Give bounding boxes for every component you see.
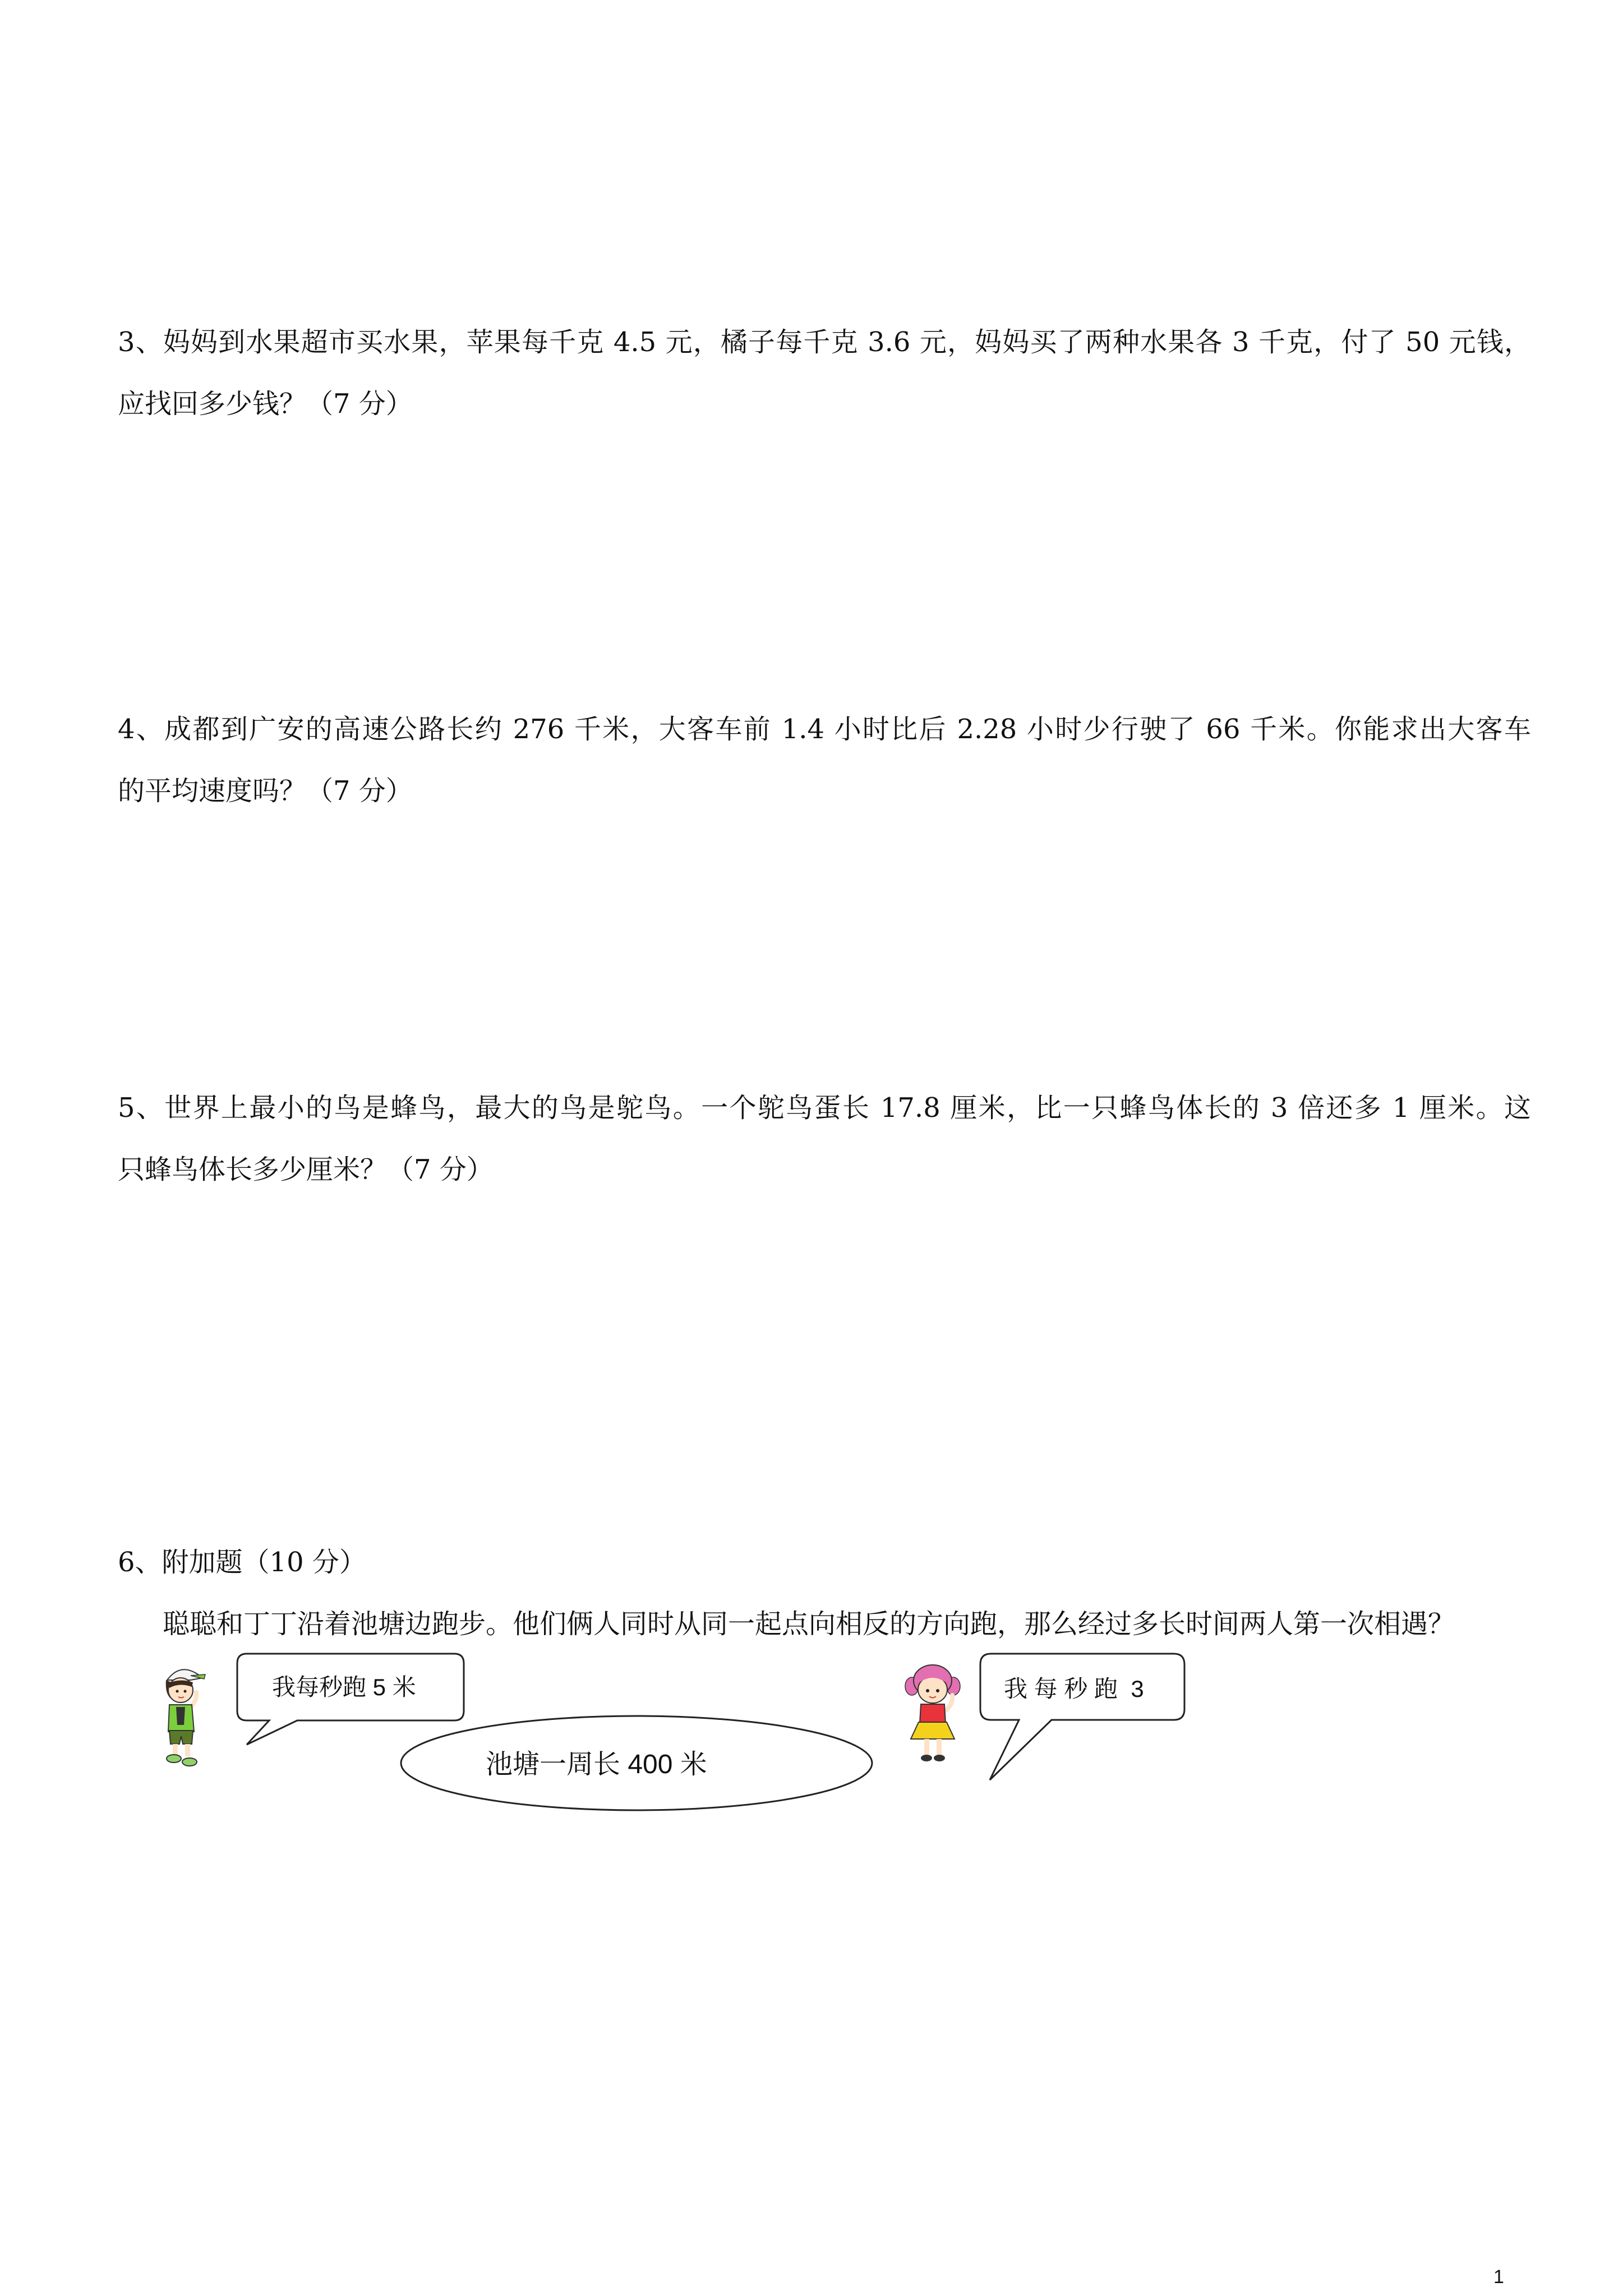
page-number: 1	[1493, 2266, 1504, 2288]
boy-illustration	[157, 1663, 208, 1770]
question-5-line-1: 5、世界上最小的鸟是蜂鸟，最大的鸟是鸵鸟。一个鸵鸟蛋长 17.8 厘米，比一只蜂鸟体长的 3 倍还多 1 厘米。这	[118, 1092, 1531, 1124]
question-5-line-2: 只蜂鸟体长多少厘米？（7 分）	[118, 1154, 494, 1185]
question-5	[118, 1077, 1531, 1200]
question-4-line-2: 的平均速度吗？（7 分）	[118, 775, 413, 807]
question-3-line-1: 3、妈妈到水果超市买水果，苹果每千克 4.5 元，橘子每千克 3.6 元，妈妈买了两种水果各 3 千克，付了 50 元钱，	[118, 326, 1531, 358]
girl-speech-text: 我 每 秒 跑 3	[1004, 1676, 1144, 1702]
girl-illustration	[902, 1660, 963, 1767]
question-4	[118, 698, 1531, 822]
bonus-question-body	[163, 1593, 1537, 1655]
question-3-line-2: 应找回多少钱？（7 分）	[118, 388, 413, 420]
question-4-line-1: 4、成都到广安的高速公路长约 276 千米，大客车前 1.4 小时比后 2.28 小时少行驶了 66 千米。你能求出大客车	[118, 714, 1531, 745]
boy-speech-text: 我每秒跑 5 米	[272, 1674, 416, 1700]
bonus-title: 6、附加题（10 分）	[118, 1547, 366, 1578]
bonus-question-title	[118, 1531, 1531, 1593]
question-3	[118, 311, 1531, 435]
pond-label: 池塘一周长 400 米	[486, 1750, 707, 1779]
bonus-body: 聪聪和丁丁沿着池塘边跑步。他们俩人同时从同一起点向相反的方向跑，那么经过多长时间两人第一次相遇？	[163, 1608, 1455, 1640]
